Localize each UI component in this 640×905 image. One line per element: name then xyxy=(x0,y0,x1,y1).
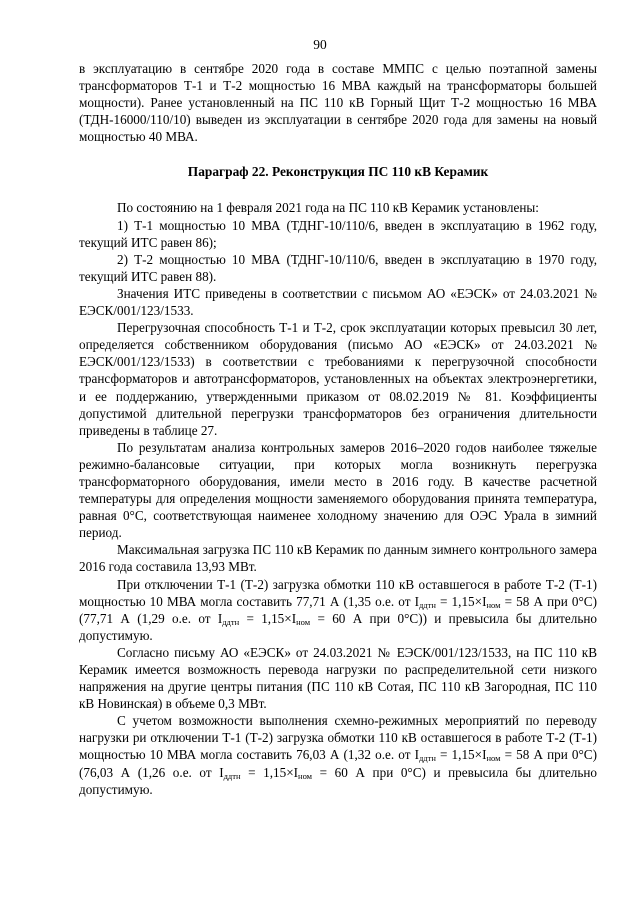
document-body xyxy=(79,60,597,798)
section-heading: Параграф 22. Реконструкция ПС 110 кВ Керамик xyxy=(187,164,489,180)
subscript: ддтн xyxy=(418,753,436,764)
paragraph-overload-capacity: Перегрузочная способность Т-1 и Т-2, срок эксплуатации которых превысил 30 лет, определяется собственником оборудования (письмо АО «ЕЭСК» от 24.03.2021 № ЕЭСК/001/123/1533) в соответствии с требованиями к перегрузочной способности трансформаторов и автотрансформаторов, установленных на объектах электроэнергетики, и ее поддержанию, утвержденными приказом от 08.02.2019 № 81. Коэффициенты допустимой длительной перегрузки трансформаторов без ограничения длительности приведены в таблице 27. xyxy=(79,320,597,438)
paragraph-continuation: в эксплуатацию в сентябре 2020 года в составе ММПС с целью поэтапной замены трансформаторов Т-1 и Т-2 мощностью 16 МВА каждый на трансформаторы большей мощности). Ранее установленный на ПС 110 кВ Горный Щит Т-2 мощностью 16 МВА (ТДН-16000/110/10) выведен из эксплуатации в сентябре 2020 года для замены на новый мощностью 40 МВА. xyxy=(79,61,597,145)
subscript: ддтн xyxy=(222,616,240,627)
paragraph-load-transfer: Согласно письму АО «ЕЭСК» от 24.03.2021 № ЕЭСК/001/123/1533, на ПС 110 кВ Керамик имеется возможность перевода нагрузки по распределительной сети низкого напряжения на другие центры питания (ПС 110 кВ Сотая, ПС 110 кВ Загородная, ПС 110 кВ Новинская) в объеме 0,3 МВт. xyxy=(79,644,597,712)
subscript: ном xyxy=(298,770,313,781)
subscript: ном xyxy=(486,753,501,764)
list-item-t2: 2) Т-2 мощностью 10 МВА (ТДНГ-10/110/6, введен в эксплуатацию в 1970 году, текущий ИТС равен 88). xyxy=(79,251,597,284)
paragraph-analysis: По результатам анализа контрольных замеров 2016–2020 годов наиболее тяжелые режимно-балансовые ситуации, при которых могла возникнуть перегрузка трансформаторного оборудования, имели место в 2016 году. В качестве расчетной температуры для определения мощности заменяемого оборудования принята температура, равная 0°С, соответствующая наименее холодному значению для ОЭС Урала в зимний период. xyxy=(79,439,597,541)
subscript: ном xyxy=(486,599,501,610)
list-item-t1: 1) Т-1 мощностью 10 МВА (ТДНГ-10/110/6, введен в эксплуатацию в 1962 году, текущий ИТС равен 86); xyxy=(79,217,597,250)
paragraph-max-load: Максимальная загрузка ПС 110 кВ Керамик по данным зимнего контрольного замера 2016 года составила 13,93 МВт. xyxy=(79,542,597,575)
page-number: 90 xyxy=(313,37,327,52)
paragraph-measures: С учетом возможности выполнения схемно-режимных мероприятий по переводу нагрузки ри отключении Т-1 (Т-2) загрузка обмотки 110 кВ оставшегося в работе Т-2 (Т-1) мощностью 10 МВА могла составить 76,03 А (1,32 о.е. от $I_{ддтн} = 1,15\times I_{ном} = 58$ А при 0°С) (76,03 А (1,26 о.е. от $I_{ддтн} = 1,15\times I_{ном} = 60$ А при 0°С) и превысила бы длительно допустимую. xyxy=(79,713,597,797)
subscript: ном xyxy=(296,616,311,627)
paragraph-its: Значения ИТС приведены в соответствии с письмом АО «ЕЭСК» от 24.03.2021 № ЕЭСК/001/123/1533. xyxy=(79,285,597,319)
paragraph-disconnection: При отключении Т-1 (Т-2) загрузка обмотки 110 кВ оставшегося в работе Т-2 (Т-1) мощностью 10 МВА могла составить 77,71 А (1,35 о.е. от $I_{ддтн} = 1,15\times I_{ном} = 58$ А при 0°С) (77,71 А (1,29 о.е. от $I_{ддтн} = 1,15\times I_{ном} = 60$ А при 0°С)) и превысила бы длительно допустимую. xyxy=(79,576,597,643)
subscript: ддтн xyxy=(418,599,436,610)
subscript: ддтн xyxy=(223,770,241,781)
paragraph-intro: По состоянию на 1 февраля 2021 года на ПС 110 кВ Керамик установлены: xyxy=(117,200,539,216)
